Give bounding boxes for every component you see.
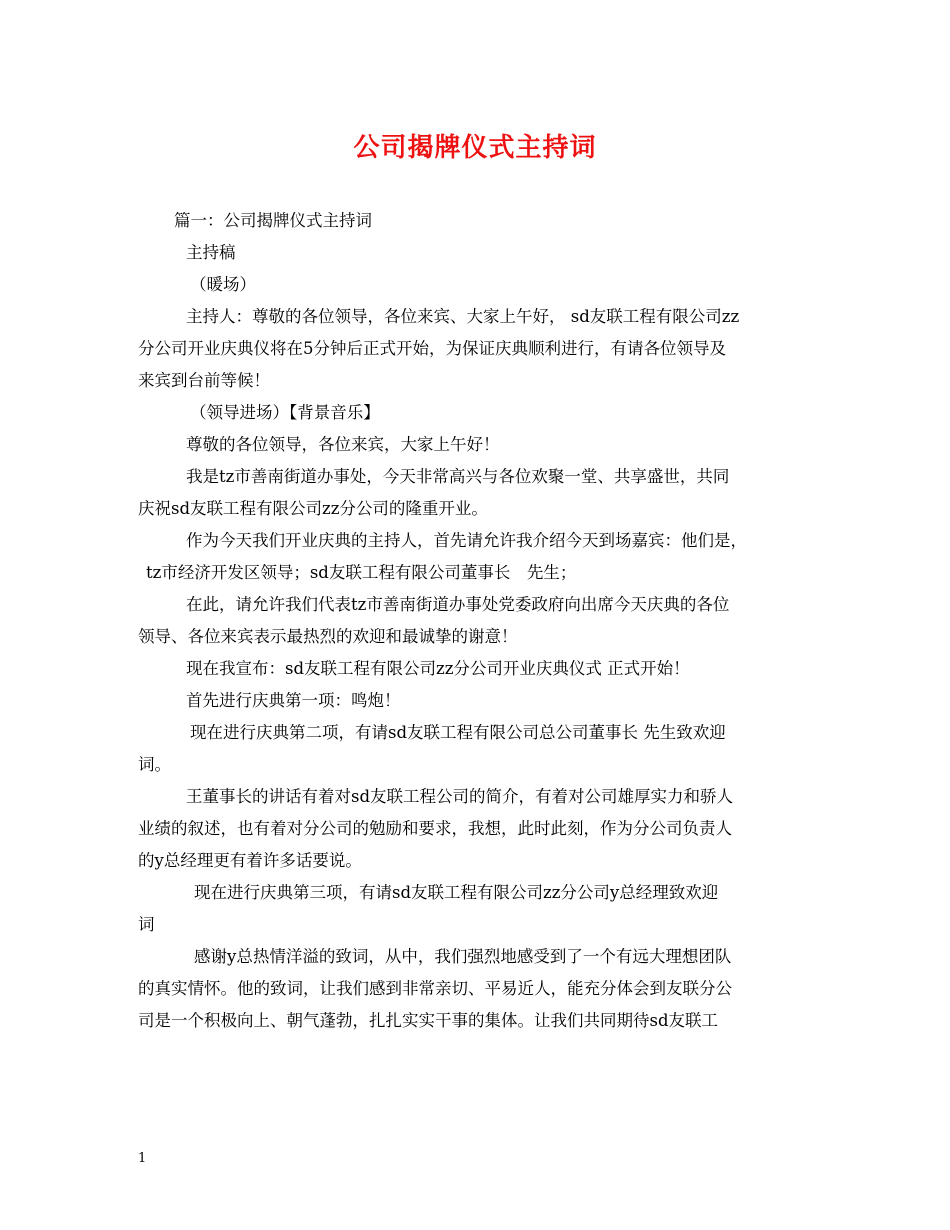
paragraph-line: （领导进场）【背景音乐】 <box>190 403 380 422</box>
paragraph-line: 感谢y总热情洋溢的致词，从中，我们强烈地感受到了一个有远大理想团队 <box>194 947 732 966</box>
paragraph-line: 主持稿 <box>186 243 236 262</box>
document-body <box>138 205 828 1037</box>
paragraph-line: 的y总经理更有着许多话要说。 <box>138 851 362 870</box>
paragraph-line: 来宾到台前等候！ <box>138 371 270 390</box>
paragraph-line: 司是一个积极向上、朝气蓬勃，扎扎实实干事的集体。让我们共同期待sd友联工 <box>138 1011 719 1030</box>
paragraph-line: 在此，请允许我们代表tz市善南街道办事处党委政府向出席今天庆典的各位 <box>186 595 730 614</box>
paragraph-line: 王董事长的讲话有着对sd友联工程公司的简介，有着对公司雄厚实力和骄人 <box>186 787 734 806</box>
paragraph-line: 我是tz市善南街道办事处，今天非常高兴与各位欢聚一堂、共享盛世，共同 <box>186 467 730 486</box>
paragraph-line: 作为今天我们开业庆典的主持人，首先请允许我介绍今天到场嘉宾：他们是， <box>186 531 747 550</box>
paragraph-line: 的真实情怀。他的致词，让我们感到非常亲切、平易近人，能充分体会到友联分公 <box>138 979 732 998</box>
paragraph-line: 现在我宣布：sd友联工程有限公司zz分公司开业庆典仪式 正式开始！ <box>186 659 690 678</box>
paragraph-line: 庆祝sd友联工程有限公司zz分公司的隆重开业。 <box>138 499 488 518</box>
paragraph-line: （暖场） <box>190 275 256 294</box>
paragraph-line: 词。 <box>138 755 171 774</box>
paragraph-line: 业绩的叙述，也有着对分公司的勉励和要求，我想，此时此刻，作为分公司负责人 <box>138 819 732 838</box>
paragraph-line: 分公司开业庆典仪将在5分钟后正式开始，为保证庆典顺利进行，有请各位领导及 <box>138 339 726 358</box>
page-number: 1 <box>138 1151 147 1166</box>
paragraph-line: 主持人：尊敬的各位领导，各位来宾、大家上午好， sd友联工程有限公司zz <box>186 307 740 326</box>
paragraph-line: 现在进行庆典第三项，有请sd友联工程有限公司zz分公司y总经理致欢迎 <box>194 883 719 902</box>
paragraph-line: 尊敬的各位领导，各位来宾，大家上午好！ <box>186 435 500 454</box>
paragraph-line: 词 <box>138 915 155 934</box>
paragraph-line: 现在进行庆典第二项，有请sd友联工程有限公司总公司董事长 先生致欢迎 <box>190 723 726 742</box>
paragraph-line: 领导、各位来宾表示最热烈的欢迎和最诚挚的谢意！ <box>138 627 518 646</box>
paragraph-line: tz市经济开发区领导；sd友联工程有限公司董事长 先生； <box>146 563 577 582</box>
paragraph-line: 首先进行庆典第一项：鸣炮！ <box>186 691 401 710</box>
section-heading: 篇一：公司揭牌仪式主持词 <box>174 211 372 230</box>
document-title: 公司揭牌仪式主持词 <box>353 133 597 163</box>
